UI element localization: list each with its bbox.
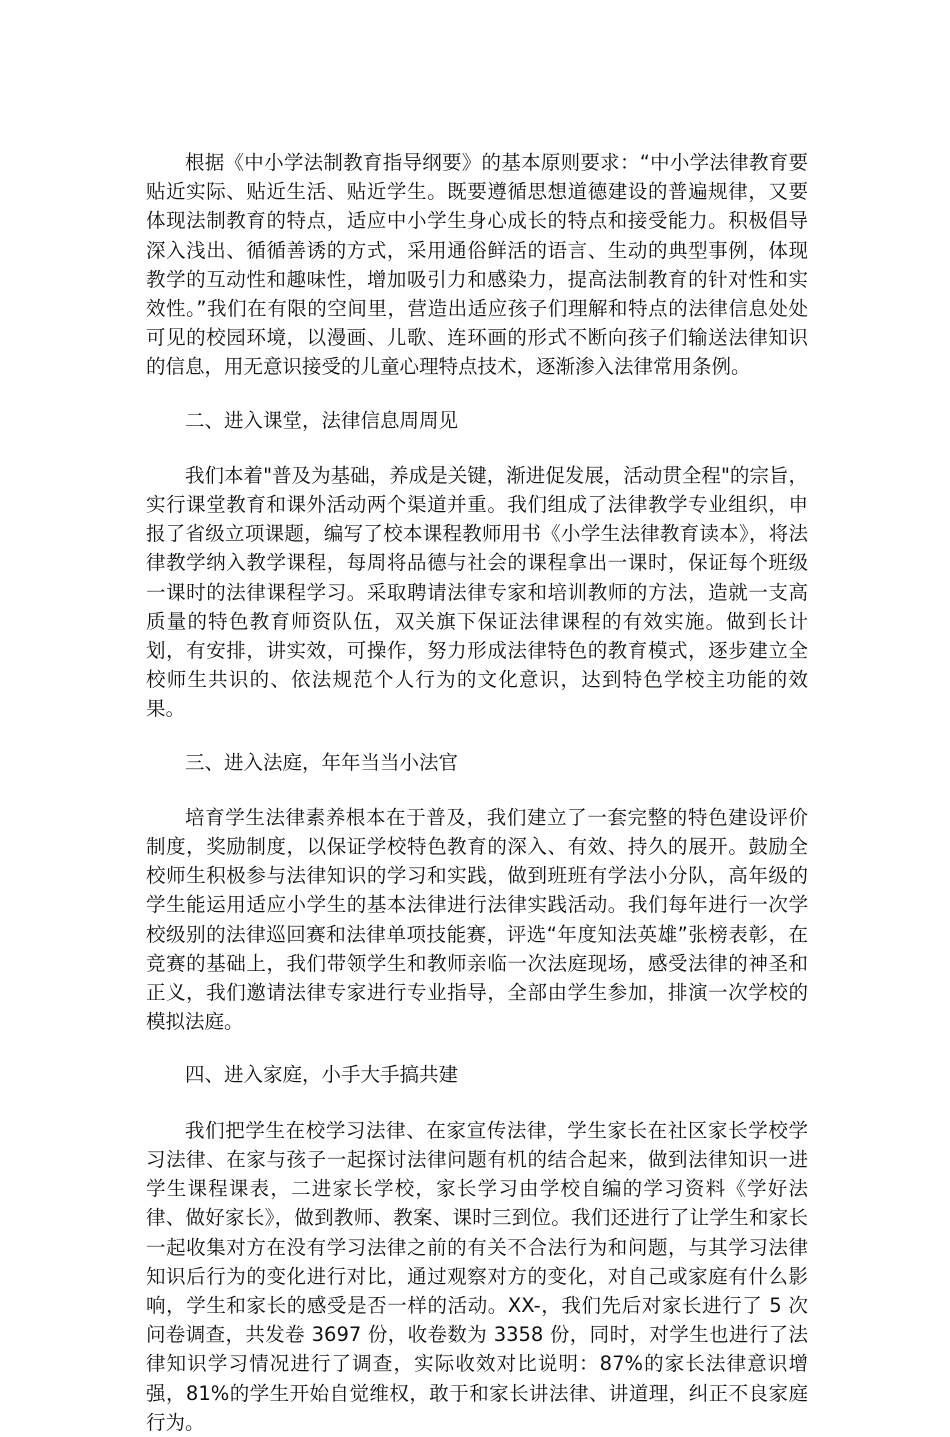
section-heading-2: 二、进入课堂，法律信息周周见: [185, 408, 459, 432]
section-heading-3: 三、进入法庭，年年当当小法官: [185, 750, 459, 774]
section-body-4: 我们把学生在校学习法律、在家宣传法律，学生家长在社区家长学校学习法律、在家与孩子一起探讨法律问题有机的结合起来，做到法律知识一进学生课程课表，二进家长学校，家长学习由学校自编的学习资料《学好法律、做好家长》，做到教师、教案、课时三到位。我们还进行了让学生和家长一起收集对方在没有学习法律之前的有关不合法行为和问题，与其学习法律知识后行为的变化进行对比，通过观察对方的变化，对自己或家庭有什么影响，学生和家长的感受是否一样的活动。XX-，我们先后对家长进行了 5 次问卷调查，共发卷 3697 份，收卷数为 3358 份，同时，对学生也进行了法律知识学习情况进行了调查，实际收效对比说明：87%的家长法律意识增强，81%的学生开始自觉维权，敢于和家长讲法律、讲道理，纠正不良家庭行为。: [146, 1118, 808, 1434]
section-body-2: 我们本着"普及为基础，养成是关键，渐进促发展，活动贯全程"的宗旨，实行课堂教育和课外活动两个渠道并重。我们组成了法律教学专业组织，申报了省级立项课题，编写了校本课程教师用书《小学生法律教育读本》，将法律教学纳入教学课程，每周将品德与社会的课程拿出一课时，保证每个班级一课时的法律课程学习。采取聘请法律专家和培训教师的方法，造就一支高质量的特色教育师资队伍，双关旗下保证法律课程的有效实施。做到长计划，有安排，讲实效，可操作，努力形成法律特色的教育模式，逐步建立全校师生共识的、依法规范个人行为的文化意识，达到特色学校主功能的效果。: [146, 463, 808, 721]
intro-paragraph: 根据《中小学法制教育指导纲要》的基本原则要求：“中小学法律教育要贴近实际、贴近生活、贴近学生。既要遵循思想道德建设的普遍规律，又要体现法制教育的特点，适应中小学生身心成长的特点和接受能力。积极倡导深入浅出、循循善诱的方式，采用通俗鲜活的语言、生动的典型事例，体现教学的互动性和趣味性，增加吸引力和感染力，提高法制教育的针对性和实效性。”我们在有限的空间里，营造出适应孩子们理解和特点的法律信息处处可见的校园环境，以漫画、儿歌、连环画的形式不断向孩子们输送法律知识的信息，用无意识接受的儿童心理特点技术，逐渐渗入法律常用条例。: [146, 151, 808, 379]
section-body-3: 培育学生法律素养根本在于普及，我们建立了一套完整的特色建设评价制度，奖励制度，以保证学校特色教育的深入、有效、持久的展开。鼓励全校师生积极参与法律知识的学习和实践，做到班班有学法小分队，高年级的学生能运用适应小学生的基本法律进行法律实践活动。我们每年进行一次学校级别的法律巡回赛和法律单项技能赛，评选“年度知法英雄”张榜表彰，在竞赛的基础上，我们带领学生和教师亲临一次法庭现场，感受法律的神圣和正义，我们邀请法律专家进行专业指导，全部由学生参加，排演一次学校的模拟法庭。: [146, 805, 808, 1034]
section-heading-4: 四、进入家庭，小手大手搞共建: [185, 1063, 459, 1087]
document-page: [146, 148, 808, 1437]
